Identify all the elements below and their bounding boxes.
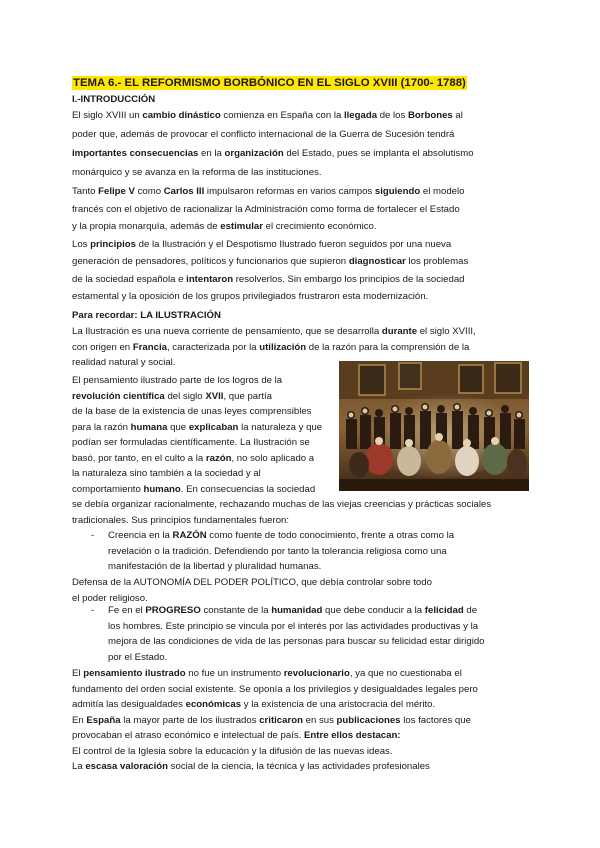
bold-text: pensamiento ilustrado [83, 668, 186, 679]
text-segment: la naturaleza sino también a la sociedad y al [72, 468, 261, 479]
text-line [72, 326, 476, 338]
text-line [72, 699, 435, 711]
text-segment: por el Estado. [108, 651, 168, 663]
text-segment: resolverlos. Sin embargo los principios de la sociedad [233, 273, 465, 285]
text-line [108, 561, 321, 573]
text-line [108, 652, 167, 664]
bold-text: humano [143, 483, 181, 495]
bullet-dash: - [91, 605, 95, 616]
text-segment: con origen en [72, 341, 133, 353]
bold-text: escasa valoración [85, 761, 169, 772]
text-line [72, 668, 462, 680]
text-line [72, 239, 451, 251]
bold-text: explicaban [188, 421, 239, 433]
text-line [72, 468, 261, 480]
text-segment: , caracterizada por la [166, 341, 260, 353]
text-segment: el modelo [420, 186, 465, 197]
text-segment: de la razón para la comprensión de la [306, 341, 470, 353]
text-segment: estamental y la oposición de los grupos privilegiados frustraron esta modernización. [72, 291, 429, 302]
bold-text: felicidad [424, 605, 464, 616]
text-line [72, 746, 393, 758]
bold-text: Felipe V [98, 186, 135, 197]
text-segment: comportamiento [72, 483, 144, 495]
bold-text: RAZÓN [172, 530, 207, 541]
bold-text: publicaciones [336, 714, 401, 726]
text-line [72, 484, 315, 496]
bold-text: Entre ellos destacan: [304, 730, 401, 741]
text-line [72, 221, 377, 233]
bold-text: económicas [185, 699, 242, 710]
bold-text: razón [205, 452, 232, 464]
text-segment: los factores que [400, 714, 471, 726]
text-segment: de la base de la existencia de unas leyes comprensibles [72, 406, 312, 417]
text-segment: revelación o la tradición. Defendiendo por tanto la tolerancia religiosa como una [108, 545, 447, 557]
text-segment: se debía organizar racionalmente, rechazando muchas de las viejas creencias y prácticas sociales [72, 499, 492, 510]
text-segment: El siglo XVIII un [72, 110, 143, 121]
text-segment: el siglo XVIII, [417, 326, 476, 337]
text-segment: realidad natural y social. [72, 357, 176, 368]
text-line [72, 515, 289, 527]
text-segment: La [72, 761, 86, 772]
section-heading-introduccion: I.-INTRODUCCIÓN [72, 94, 156, 105]
text-segment: como [134, 186, 164, 197]
text-segment: que [167, 421, 189, 433]
section-heading-ilustracion: Para recordar: LA ILUSTRACIÓN [72, 310, 221, 321]
bold-text: revolucionario [283, 668, 350, 679]
text-line [72, 110, 463, 122]
text-segment: El control de la Iglesia sobre la educación y la difusión de las nuevas ideas. [72, 745, 393, 757]
text-segment: los problemas [405, 256, 469, 267]
text-segment: social de la ciencia, la técnica y las actividades profesionales [168, 761, 430, 772]
text-segment: admitía las desigualdades [72, 699, 186, 710]
text-line [72, 406, 311, 418]
text-segment: fundamento del orden social existente. Se oponía a los privilegios y desigualdades legales pero [72, 683, 478, 695]
bold-text: humana [130, 421, 168, 433]
text-line [72, 186, 464, 198]
text-segment: basó, por tanto, en el culto a la [72, 452, 206, 464]
text-line [108, 636, 485, 648]
bold-text: criticaron [259, 714, 303, 726]
text-line [72, 291, 428, 303]
text-segment: en la [198, 148, 225, 159]
bold-text: importantes consecuencias [72, 148, 199, 159]
text-segment: no fue un instrumento [185, 668, 284, 679]
text-line [72, 274, 465, 286]
bold-text: diagnosticar [348, 256, 406, 267]
text-segment: la naturaleza y que [238, 421, 323, 433]
text-segment: mejora de las condiciones de vida de las personas para buscar su felicidad estar dirigido [108, 636, 485, 647]
bold-text: Francia [132, 341, 167, 353]
bold-text: cambio dinástico [142, 110, 221, 121]
text-segment: francés con el objetivo de racionalizar la Administración como forma de fortalecer el Estado [72, 203, 460, 215]
text-segment: monárquico y se avanza en la reforma de las instituciones. [72, 167, 322, 178]
text-segment: tradicionales. Sus principios fundamentales fueron: [72, 514, 290, 526]
text-segment: provocaban el atraso económico e intelectual de país. [72, 730, 304, 741]
text-segment: , ya que no cuestionaba el [349, 668, 462, 679]
text-line [108, 530, 454, 542]
text-segment: , no solo aplicado a [231, 452, 315, 464]
text-segment: Tanto [72, 186, 99, 197]
text-line [72, 730, 401, 742]
text-line [72, 256, 468, 268]
text-segment: El pensamiento ilustrado parte de los logros de la [72, 375, 283, 386]
bold-text: PROGRESO [145, 605, 201, 616]
text-segment: que debe conducir a la [322, 605, 425, 616]
text-line [72, 342, 469, 354]
text-segment: los hombres. Este principio se vincula por el interés por las actividades productivas y la [108, 620, 479, 632]
bold-text: durante [381, 326, 418, 337]
text-segment: comienza en España con la [220, 110, 344, 121]
text-line [72, 391, 272, 403]
bold-text: Borbones [407, 110, 453, 121]
text-line [72, 129, 454, 141]
text-segment: el poder religioso. [72, 592, 148, 604]
text-line [108, 546, 447, 558]
text-segment: para la razón [72, 421, 131, 433]
text-line [72, 715, 471, 727]
text-line [72, 761, 430, 773]
text-segment: Defensa de la AUTONOMÍA DEL PODER POLÍTICO, que debía controlar sobre todo [72, 577, 432, 588]
text-line [72, 204, 460, 216]
text-line [72, 499, 491, 511]
text-segment: manifestación de la libertad y pluralidad humanas. [108, 561, 322, 572]
bold-text: utilización [259, 341, 307, 353]
text-segment: podían ser formuladas científicamente. La Ilustración se [72, 437, 310, 448]
bold-text: Carlos III [163, 186, 205, 197]
text-line [72, 148, 474, 160]
text-segment: , que partía [223, 390, 272, 402]
text-segment: del siglo [164, 390, 206, 402]
text-line [72, 167, 322, 179]
text-segment: como fuente de todo conocimiento, frente a otras como la [206, 530, 455, 541]
text-line [72, 422, 322, 434]
text-segment: constante de la [200, 605, 272, 616]
text-segment: generación de pensadores, políticos y funcionarios que supieron [72, 256, 349, 267]
bold-text: estimular [220, 221, 263, 232]
bold-text: XVII [205, 390, 224, 402]
text-segment: El [72, 668, 84, 679]
bold-text: intentaron [186, 273, 234, 285]
text-segment: la mayor parte de los ilustrados [120, 714, 260, 726]
text-segment: de la Ilustración y el Despotismo Ilustrado fueron seguidos por una nueva [135, 238, 452, 250]
text-segment: al [452, 110, 463, 121]
text-line [72, 375, 282, 387]
text-line [72, 437, 310, 449]
text-segment: y la existencia de una aristocracia del mérito. [241, 699, 436, 710]
bold-text: revolución científica [72, 390, 165, 402]
text-segment: En [72, 714, 87, 726]
text-line [72, 453, 314, 465]
bold-text: llegada [343, 110, 378, 121]
bold-text: organización [224, 148, 284, 159]
bold-text: España [86, 714, 121, 726]
text-segment: y la propia monarquía, además de [72, 221, 221, 232]
salon-painting-image [339, 361, 529, 491]
text-line [72, 684, 478, 696]
text-segment: La Ilustración es una nueva corriente de pensamiento, que se desarrolla [72, 326, 382, 337]
text-line [108, 621, 478, 633]
text-line [72, 357, 175, 369]
text-segment: de la sociedad española e [72, 273, 187, 285]
text-segment: poder que, además de provocar el conflicto internacional de la Guerra de Sucesión tendrá [72, 129, 455, 140]
text-segment: Los [72, 238, 91, 250]
text-segment: en sus [302, 714, 337, 726]
text-line [72, 593, 148, 605]
text-segment: . En consecuencias la sociedad [180, 483, 316, 495]
text-segment: de [463, 605, 478, 616]
text-segment: del Estado, pues se implanta el absolutismo [283, 148, 474, 159]
bold-text: siguiendo [374, 186, 421, 197]
text-segment: Fe en el [108, 605, 146, 616]
text-segment: el crecimiento económico. [262, 221, 377, 232]
bold-text: humanidad [271, 605, 323, 616]
text-segment: de los [377, 110, 408, 121]
text-segment: Creencia en la [108, 530, 173, 541]
bold-text: principios [90, 238, 136, 250]
text-segment: impulsaron reformas en varios campos [204, 186, 375, 197]
page-title: TEMA 6.- EL REFORMISMO BORBÓNICO EN EL SIGLO XVIII (1700- 1788) [73, 77, 466, 89]
text-line [108, 605, 477, 617]
text-line [72, 577, 432, 589]
bullet-dash: - [91, 530, 95, 541]
